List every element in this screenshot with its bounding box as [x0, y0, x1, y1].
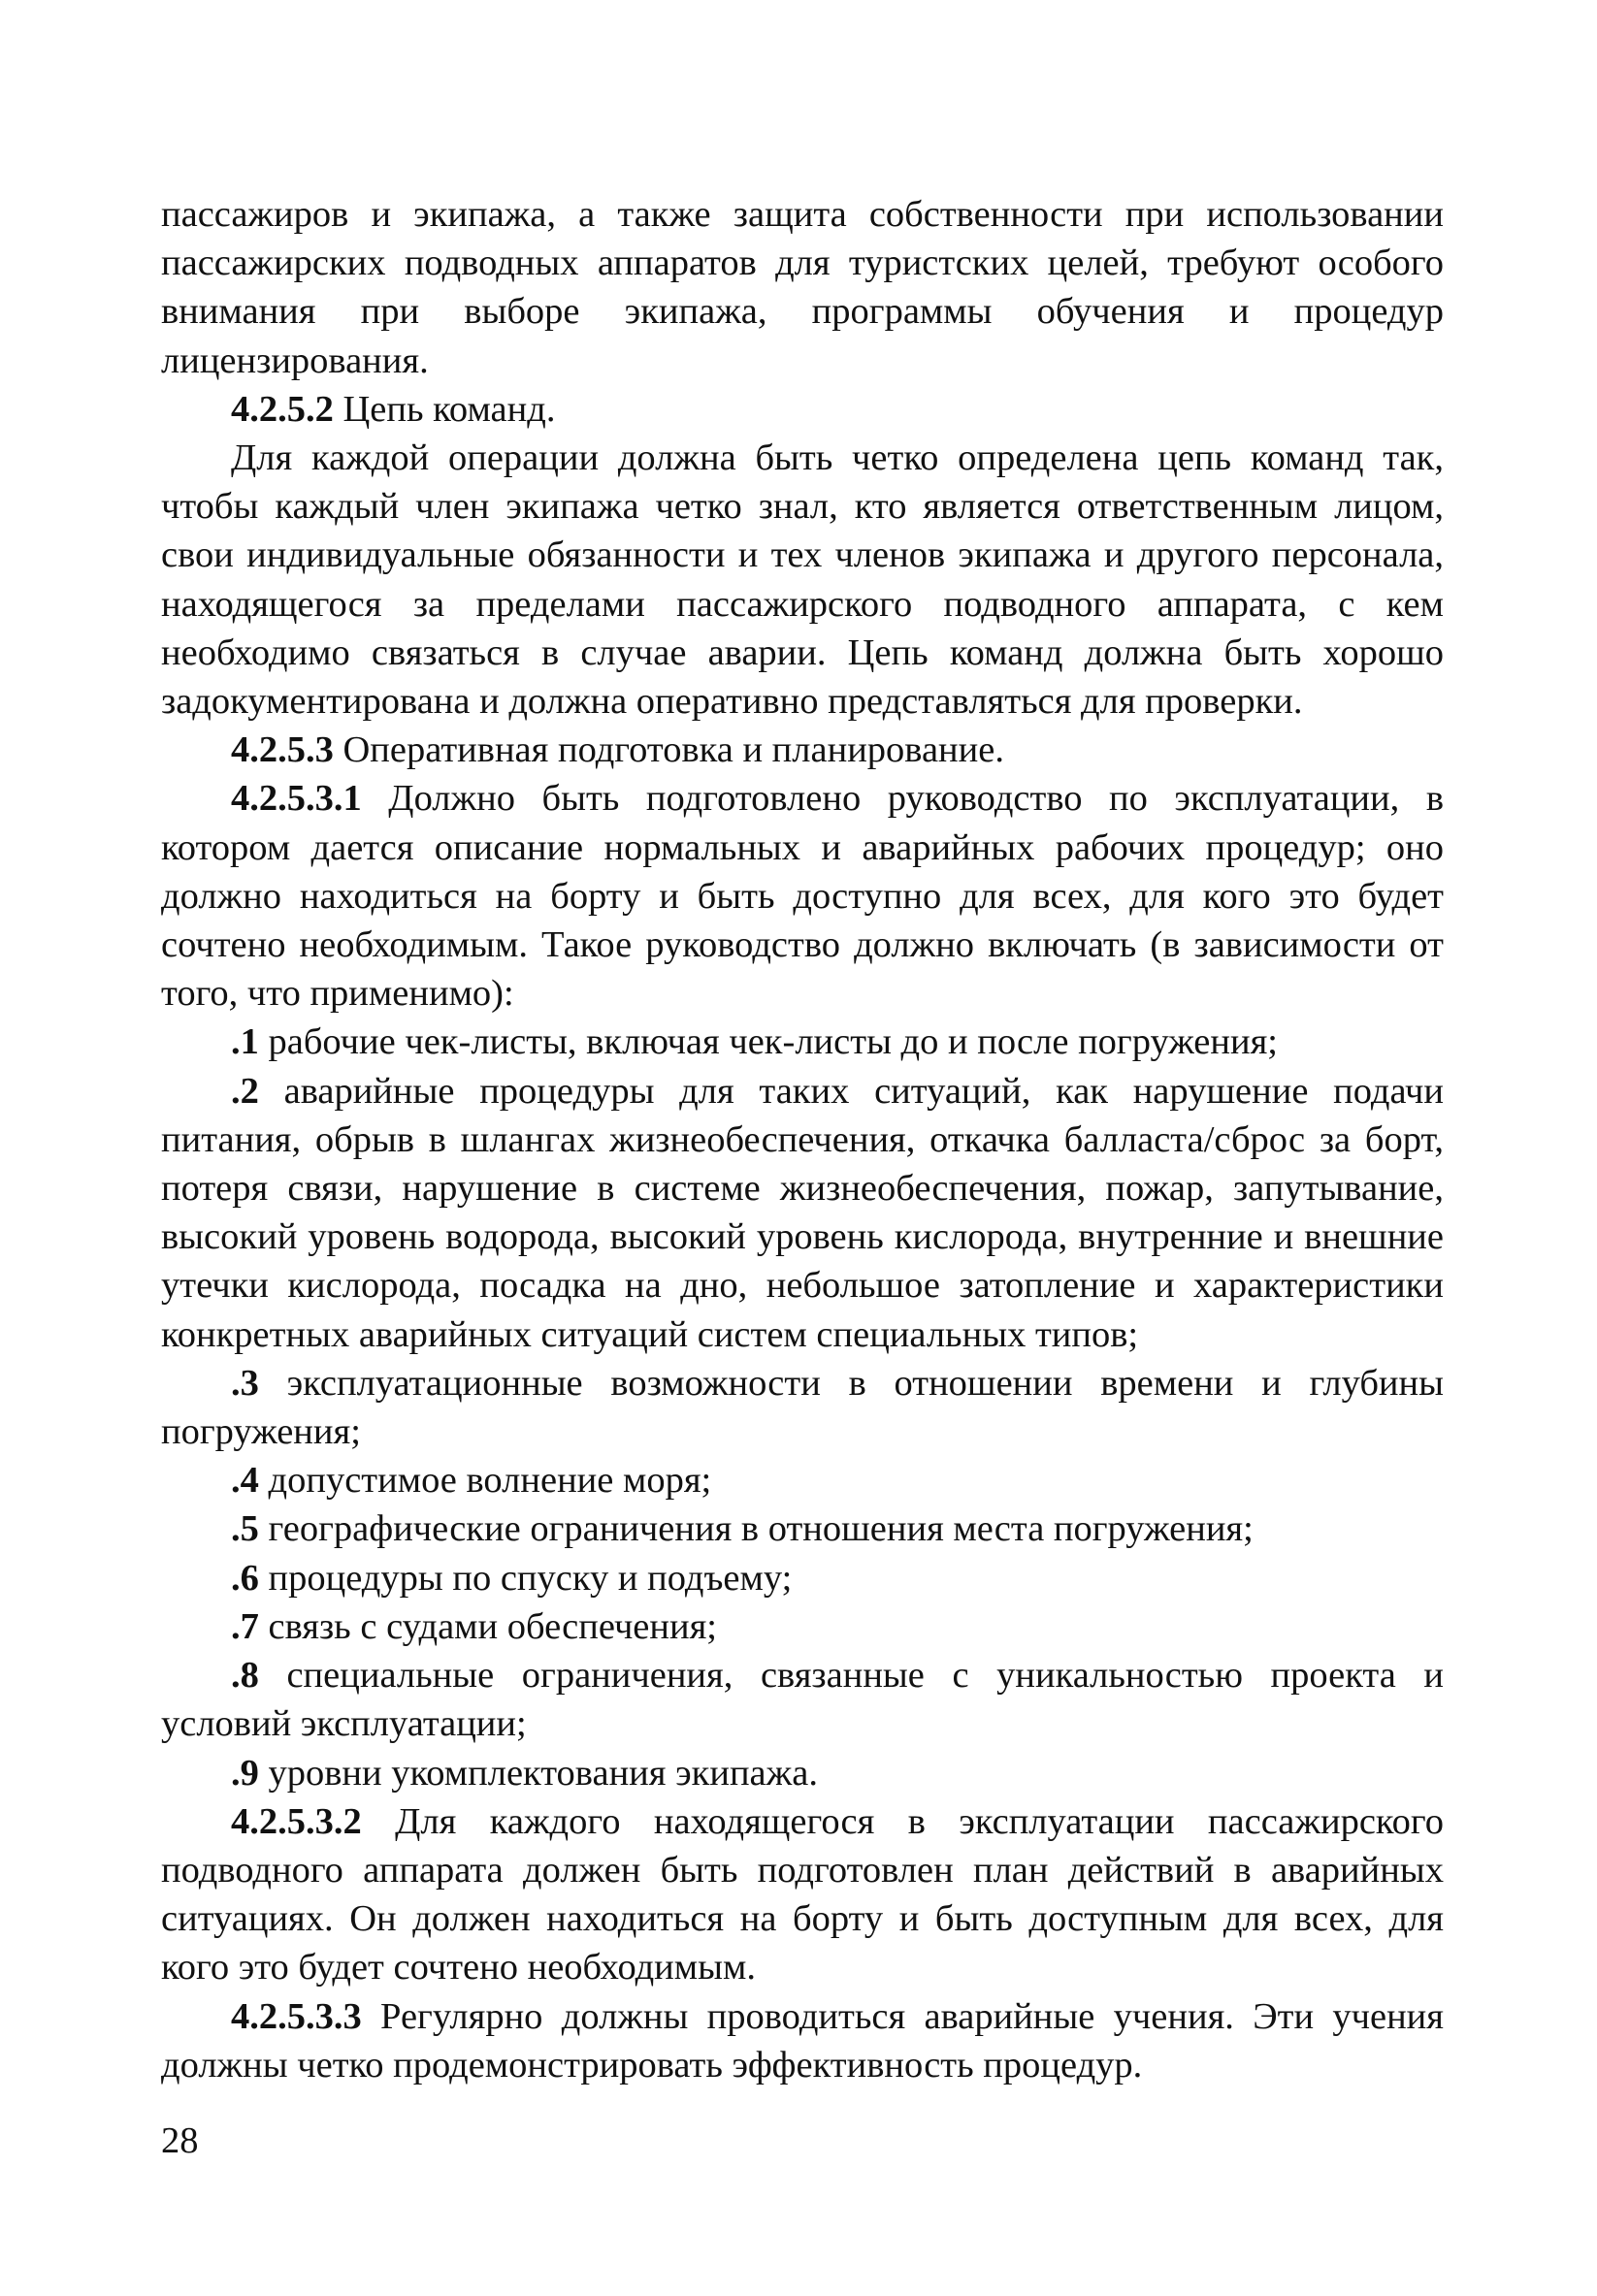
- paragraph-text: Должно быть подготовлено руководство по эксплуатации, в котором дается описание нормальных и аварийных рабочих процедур; оно должно находиться на борту и быть доступно для всех, для кого это будет сочтено необходимым. Такое руководство должно включать (в зависимости от того, что применимо):: [161, 778, 1444, 1015]
- list-item-number: .7: [231, 1605, 259, 1647]
- list-item-number: .8: [231, 1655, 259, 1697]
- list-item-text: связь с судами обеспечения;: [258, 1605, 718, 1647]
- section-number: 4.2.5.3.3: [231, 1995, 362, 2037]
- page-body: [161, 190, 1444, 2089]
- list-item-text: эксплуатационные возможности в отношении времени и глубины погружения;: [161, 1362, 1444, 1453]
- list-item-text: географические ограничения в отношения места погружения;: [258, 1508, 1254, 1550]
- paragraph-text: Для каждого находящегося в эксплуатации пассажирского подводного аппарата должен быть подготовлен план действий в аварийных ситуациях. Он должен находиться на борту и быть доступным для всех, для кого это будет сочтено необходимым.: [161, 1800, 1444, 1989]
- list-item-text: аварийные процедуры для таких ситуаций, как нарушение подачи питания, обрыв в шлангах жизнеобеспечения, откачка балласта/сброс за борт, потеря связи, нарушение в системе жизнеобеспечения, пожар, запутывание, высокий уровень водорода, высокий уровень кислорода, внутренние и внешние утечки кислорода, посадка на дно, небольшое затопление и характеристики конкретных аварийных ситуаций систем специальных типов;: [161, 1070, 1444, 1355]
- section-number: 4.2.5.2: [231, 388, 334, 430]
- list-item-9: [161, 1749, 1444, 1797]
- section-heading: Оперативная подготовка и планирование.: [333, 729, 1004, 771]
- list-item-8: [161, 1651, 1444, 1748]
- list-item-6: [161, 1554, 1444, 1602]
- list-item-text: уровни укомплектования экипажа.: [258, 1752, 818, 1794]
- paragraph-4-2-5-3-3: [161, 1992, 1444, 2089]
- paragraph-4-2-5-2: [161, 385, 1444, 434]
- list-item-text: процедуры по спуску и подъему;: [258, 1557, 793, 1599]
- section-number: 4.2.5.3.1: [231, 778, 362, 820]
- section-number: 4.2.5.3: [231, 729, 334, 771]
- list-item-number: .2: [231, 1070, 259, 1112]
- list-item-number: .9: [231, 1752, 259, 1794]
- section-heading: Цепь команд.: [333, 388, 556, 430]
- list-item-4: [161, 1456, 1444, 1504]
- list-item-3: [161, 1359, 1444, 1456]
- list-item-number: .6: [231, 1557, 259, 1599]
- paragraph-4-2-5-3: [161, 726, 1444, 774]
- paragraph-4-2-5-3-1: [161, 774, 1444, 1018]
- list-item-1: [161, 1018, 1444, 1066]
- paragraph-intro-continued: пассажиров и экипажа, а также защита собственности при использовании пассажирских подводных аппаратов для туристских целей, требуют особого внимания при выборе экипажа, программы обучения и процедур лицензирования.: [161, 194, 1444, 381]
- list-item-number: .3: [231, 1362, 259, 1404]
- page-number: 28: [161, 2120, 199, 2161]
- list-item-text: рабочие чек-листы, включая чек-листы до и после погружения;: [258, 1021, 1278, 1063]
- list-item-number: .4: [231, 1460, 259, 1502]
- list-item-number: .1: [231, 1021, 259, 1063]
- list-item-7: [161, 1602, 1444, 1651]
- list-item-5: [161, 1504, 1444, 1553]
- paragraph-chain-of-command: Для каждой операции должна быть четко определена цепь команд так, чтобы каждый член экипажа четко знал, кто является ответственным лицом, свои индивидуальные обязанности и тех членов экипажа и другого персонала, находящегося за пределами пассажирского подводного аппарата, с кем необходимо связаться в случае аварии. Цепь команд должна быть хорошо задокументирована и должна оперативно представляться для проверки.: [161, 437, 1444, 723]
- paragraph-text: Регулярно должны проводиться аварийные учения. Эти учения должны четко продемонстрировать эффективность процедур.: [161, 1995, 1444, 2086]
- list-item-text: специальные ограничения, связанные с уникальностью проекта и условий эксплуатации;: [161, 1655, 1444, 1745]
- section-number: 4.2.5.3.2: [231, 1800, 362, 1842]
- paragraph-4-2-5-3-2: [161, 1797, 1444, 1992]
- list-item-number: .5: [231, 1508, 259, 1550]
- list-item-text: допустимое волнение моря;: [258, 1460, 712, 1502]
- list-item-2: [161, 1067, 1444, 1359]
